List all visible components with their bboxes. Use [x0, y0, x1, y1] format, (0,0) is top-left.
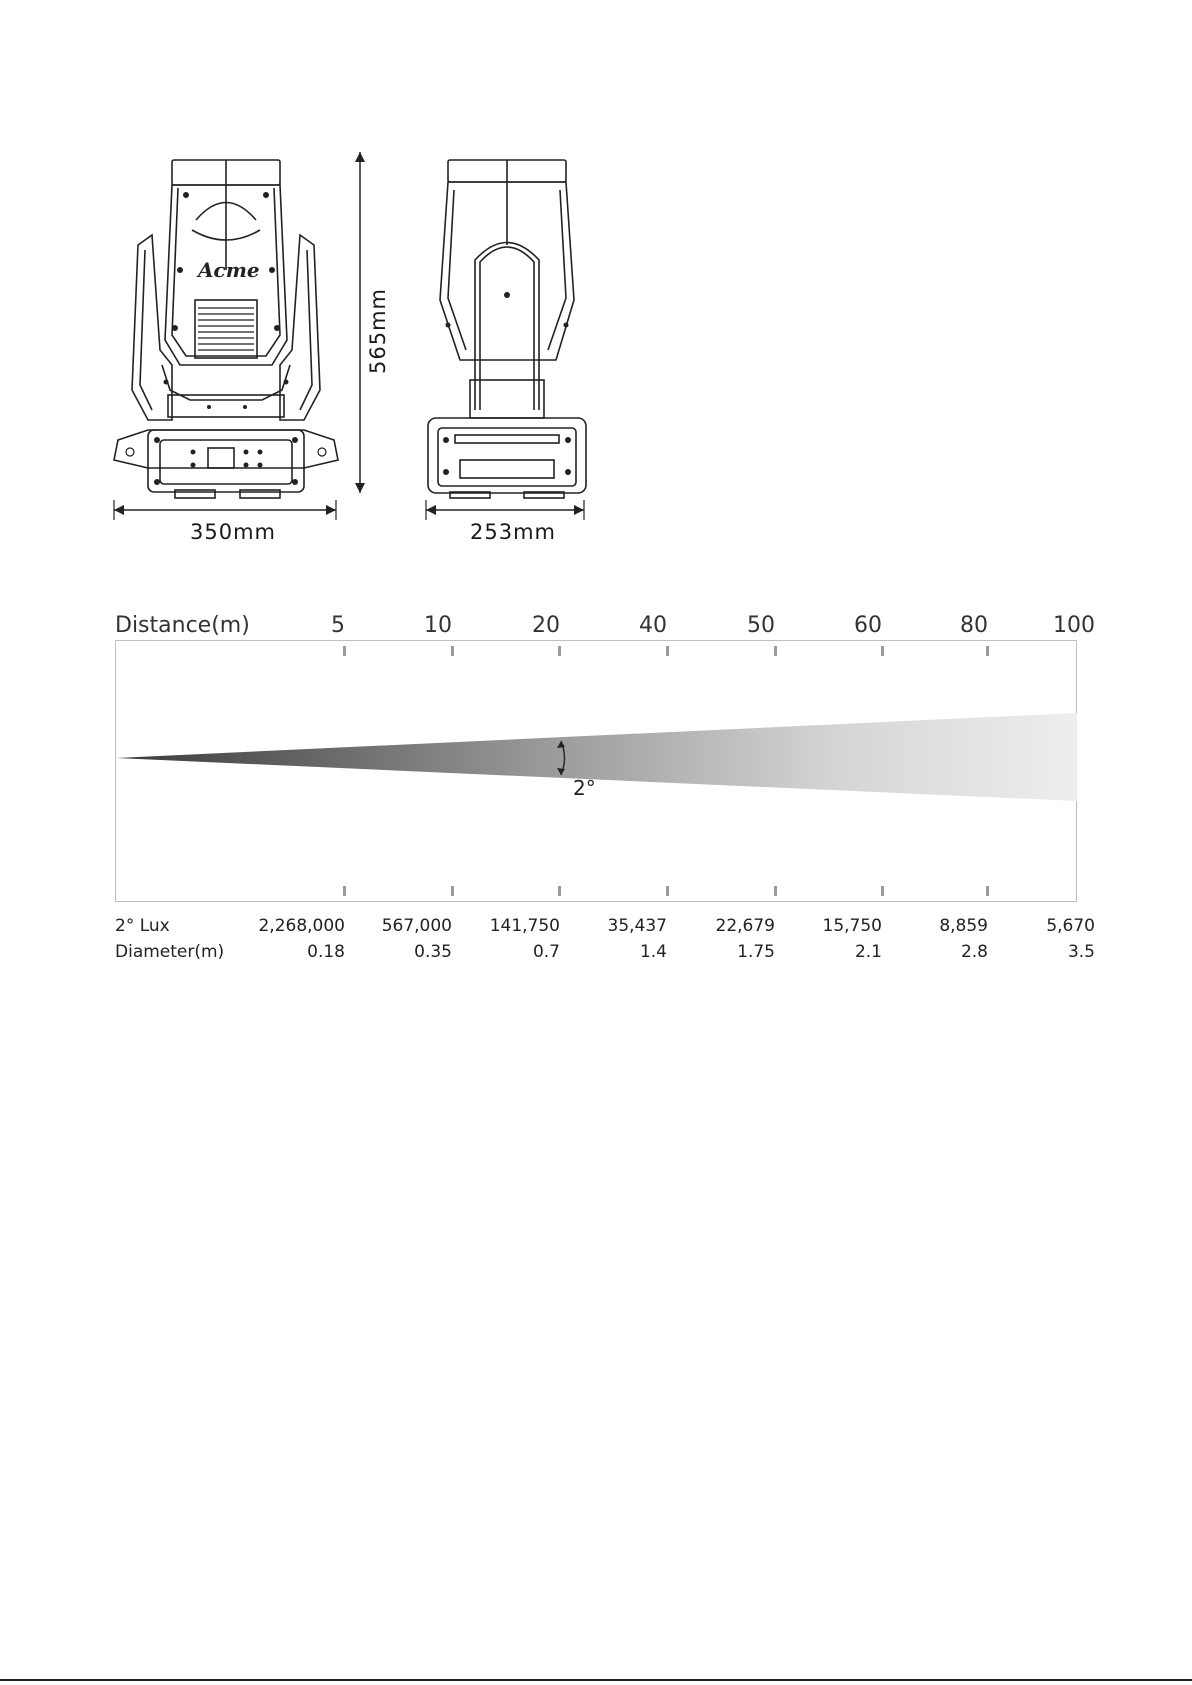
distance-value: 50 — [747, 613, 775, 638]
depth-dimension-line — [424, 500, 586, 520]
lux-value: 35,437 — [607, 916, 667, 936]
distance-tick-mark — [986, 886, 989, 896]
depth-label: 253mm — [470, 520, 556, 544]
diameter-value: 1.75 — [737, 942, 775, 962]
beam-angle-label: 2° — [573, 776, 596, 800]
side-view-svg — [420, 150, 600, 550]
beam-svg — [116, 641, 1078, 903]
distance-tick-mark — [881, 646, 884, 656]
width-label: 350mm — [190, 520, 276, 544]
lux-value: 15,750 — [822, 916, 882, 936]
lux-row-label: 2° Lux — [115, 916, 170, 936]
diameter-value: 1.4 — [639, 942, 667, 962]
distance-tick-mark — [343, 646, 346, 656]
distance-header-label: Distance(m) — [115, 613, 250, 638]
distance-tick-mark — [451, 646, 454, 656]
brand-logo: Acme — [198, 258, 260, 282]
diameter-value: 0.35 — [414, 942, 452, 962]
distance-value: 10 — [424, 613, 452, 638]
width-dimension-line — [112, 500, 338, 520]
distance-value: 80 — [960, 613, 988, 638]
lux-value: 567,000 — [381, 916, 452, 936]
distance-value: 40 — [639, 613, 667, 638]
depth-arrow — [424, 500, 586, 520]
distance-tick-mark — [774, 886, 777, 896]
distance-tick-mark — [881, 886, 884, 896]
lux-value: 141,750 — [489, 916, 560, 936]
distance-value: 20 — [532, 613, 560, 638]
diameter-row-label: Diameter(m) — [115, 942, 225, 962]
distance-value: 5 — [331, 613, 345, 638]
distance-tick-mark — [666, 646, 669, 656]
lux-value: 22,679 — [715, 916, 775, 936]
distance-value: 100 — [1053, 613, 1095, 638]
beam-cone — [116, 713, 1077, 801]
side-view-drawing — [420, 150, 600, 550]
distance-tick-mark — [343, 886, 346, 896]
beam-chart-frame — [115, 640, 1077, 902]
lux-value: 8,859 — [939, 916, 988, 936]
lux-value: 5,670 — [1046, 916, 1095, 936]
distance-tick-mark — [666, 886, 669, 896]
distance-tick-mark — [451, 886, 454, 896]
diameter-value: 0.18 — [307, 942, 345, 962]
distance-tick-mark — [558, 886, 561, 896]
footer-rule — [0, 1679, 1192, 1681]
diameter-value: 3.5 — [1067, 942, 1095, 962]
diameter-value: 0.7 — [532, 942, 560, 962]
diameter-value: 2.8 — [960, 942, 988, 962]
lux-value: 2,268,000 — [258, 916, 345, 936]
distance-tick-mark — [558, 646, 561, 656]
width-arrow — [112, 500, 338, 520]
distance-value: 60 — [854, 613, 882, 638]
height-label: 565mm — [366, 288, 390, 374]
distance-tick-mark — [774, 646, 777, 656]
diameter-value: 2.1 — [854, 942, 882, 962]
distance-tick-mark — [986, 646, 989, 656]
